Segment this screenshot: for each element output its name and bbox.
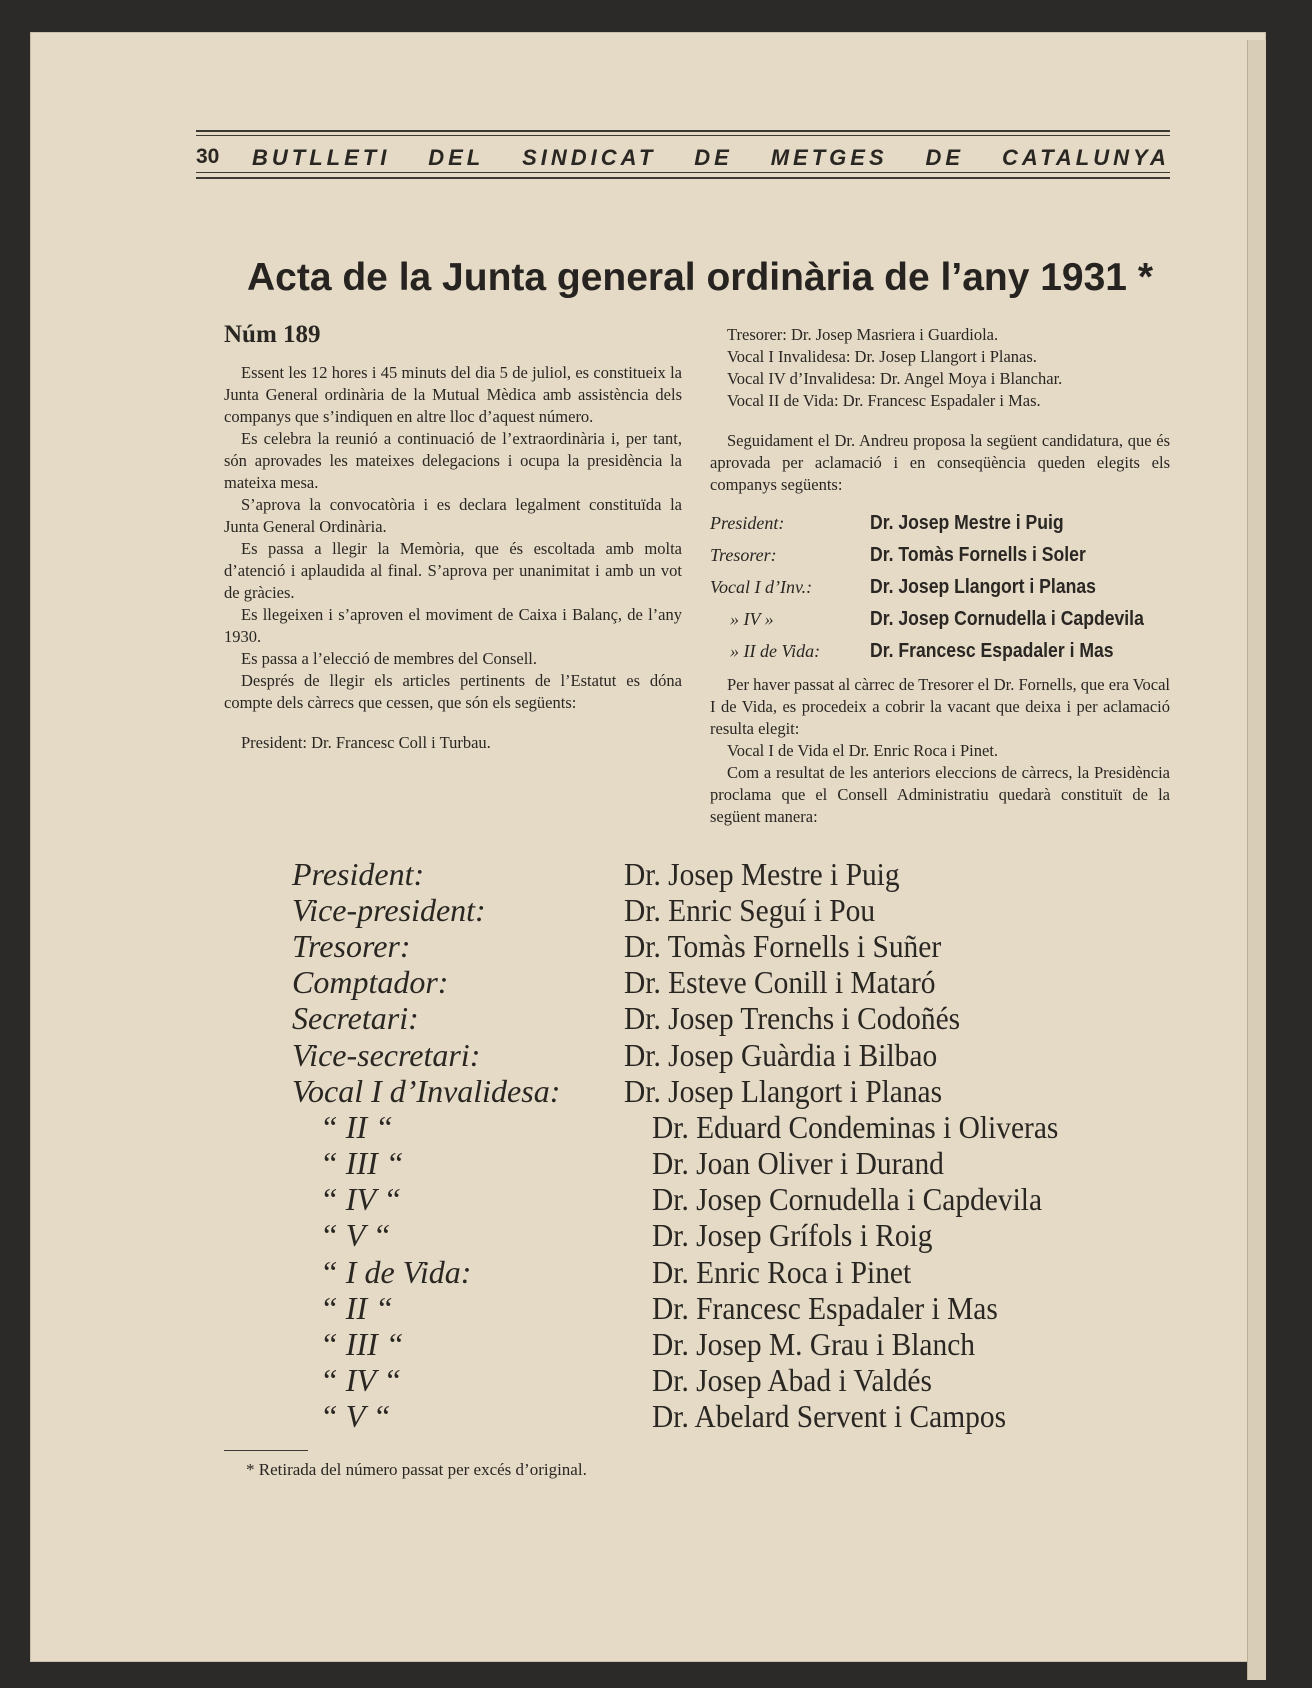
header-rule-bottom-thin [196, 172, 1170, 173]
header-rule-top [196, 130, 1170, 132]
council-member: Dr. Enric Roca i Pinet [652, 1253, 912, 1290]
council-member: Dr. Josep Abad i Valdés [652, 1362, 932, 1399]
council-role: Comptador: [292, 964, 449, 1001]
council-role: Tresorer: [292, 927, 411, 964]
proposal-paragraph: Seguidament el Dr. Andreu proposa la següent candidatura, que és aprovada per aclamació i en conseqüència queden elegits els companys següents: [710, 431, 1170, 494]
paragraph: Es celebra la reunió a continuació de l’extraordinària i, per tant, són aprovades les mateixes delegacions i ocupa la presidència la mateixa mesa. [224, 429, 682, 492]
paragraph: Es passa a llegir la Memòria, que és escoltada amb molta d’atenció i aplaudida al final. S’aprova per unanimitat i amb un vot de gràcies. [224, 539, 682, 602]
council-role: Secretari: [292, 1000, 419, 1037]
council-role: Vice-president: [292, 891, 486, 928]
closing-paragraph: Com a resultat de les anteriors eleccions de càrrecs, la Presidència proclama que el Consell Administratiu quedarà constituït de la següent manera: [710, 763, 1170, 826]
council-row [292, 928, 1172, 964]
council-member: Dr. Josep Mestre i Puig [624, 855, 900, 892]
paragraph: Es llegeixen i s’aproven el moviment de Caixa i Balanç, de l’any 1930. [224, 605, 682, 646]
running-title-word: DE [925, 145, 965, 170]
council-list [292, 856, 1172, 1435]
council-role: Vice-secretari: [292, 1036, 481, 1073]
ceasing-item: Vocal I Invalidesa: Dr. Josep Llangort i Planas. [727, 347, 1037, 366]
council-role: “ III “ [320, 1145, 404, 1182]
council-member: Dr. Josep M. Grau i Blanch [652, 1326, 975, 1363]
footnote: * Retirada del número passat per excés d’original. [246, 1460, 587, 1479]
candidate-name: Dr. Josep Cornudella i Capdevila [870, 608, 1144, 630]
council-row [292, 1218, 1172, 1254]
running-header [196, 140, 1170, 180]
council-member: Dr. Josep Grífols i Roig [652, 1217, 933, 1254]
council-row [292, 1290, 1172, 1326]
council-member: Dr. Abelard Servent i Campos [652, 1398, 1007, 1435]
elected-line: Vocal I de Vida el Dr. Enric Roca i Pinet. [727, 741, 999, 760]
council-role: President: [292, 855, 425, 892]
ceasing-item: Tresorer: Dr. Josep Masriera i Guardiola. [727, 325, 999, 344]
council-row [292, 1326, 1172, 1362]
spacer [710, 412, 1170, 430]
vacancy-paragraph: Per haver passat al càrrec de Tresorer el Dr. Fornells, que era Vocal I de Vida, es procedeix a cobrir la vacant que deixa i per aclamació resulta elegit: [710, 675, 1170, 738]
running-title-word: METGES [770, 145, 888, 170]
article-title: Acta de la Junta general ordinària de l’any 1931 * [246, 256, 1154, 299]
candidate-role: » IV » [730, 609, 774, 629]
running-title [252, 145, 1170, 171]
candidate-role: Tresorer: [710, 545, 777, 565]
candidate-name: Dr. Josep Llangort i Planas [870, 576, 1096, 598]
council-member: Dr. Joan Oliver i Durand [652, 1145, 944, 1182]
page-number: 30 [196, 145, 220, 168]
council-row [292, 1399, 1172, 1435]
footnote-rule [224, 1450, 308, 1451]
running-title-word: BUTLLETI [252, 145, 391, 170]
candidates-list [710, 510, 1170, 664]
council-row [292, 1001, 1172, 1037]
council-role: “ II “ [320, 1108, 393, 1145]
council-row [292, 856, 1172, 892]
header-rule-top-thin [196, 135, 1170, 136]
council-member: Dr. Josep Guàrdia i Bilbao [624, 1036, 938, 1073]
council-row [292, 892, 1172, 928]
council-row [292, 1037, 1172, 1073]
council-role: “ V “ [320, 1217, 391, 1254]
council-role: “ II “ [320, 1289, 393, 1326]
running-title-word: DEL [428, 145, 485, 170]
paragraph: S’aprova la convocatòria i es declara legalment constituïda la Junta General Ordinària. [224, 495, 682, 536]
candidate-name: Dr. Josep Mestre i Puig [870, 512, 1064, 534]
running-title-word: SINDICAT [522, 145, 657, 170]
council-member: Dr. Josep Cornudella i Capdevila [652, 1181, 1043, 1218]
council-row [292, 1182, 1172, 1218]
issue-number: Núm 189 [224, 321, 321, 348]
ceasing-item: Vocal II de Vida: Dr. Francesc Espadaler i Mas. [727, 391, 1041, 410]
council-row [292, 1254, 1172, 1290]
council-role: “ V “ [320, 1398, 391, 1435]
candidate-role: Vocal I d’Inv.: [710, 577, 813, 597]
council-member: Dr. Francesc Espadaler i Mas [652, 1289, 998, 1326]
council-member: Dr. Josep Llangort i Planas [624, 1072, 943, 1109]
council-member: Dr. Eduard Condeminas i Oliveras [652, 1108, 1059, 1145]
council-role: “ IV “ [320, 1362, 402, 1399]
paragraph: Després de llegir els articles pertinents de l’Estatut es dóna compte dels càrrecs que cessen, que són els següents: [224, 671, 682, 712]
paragraph: Es passa a l’elecció de membres del Consell. [241, 649, 537, 668]
running-title-word: DE [694, 145, 733, 170]
candidate-role: President: [710, 513, 785, 533]
page-edge [1247, 40, 1266, 1680]
council-row [292, 1109, 1172, 1145]
spacer [224, 714, 682, 732]
council-member: Dr. Enric Seguí i Pou [624, 891, 876, 928]
council-role: “ IV “ [320, 1181, 402, 1218]
council-row [292, 1146, 1172, 1182]
paragraph: Essent les 12 hores i 45 minuts del dia 5 de juliol, es constitueix la Junta General ordinària de la Mutual Mèdica amb assistència dels companys que s’indiquen en altre lloc d’aquest número. [224, 363, 682, 426]
council-row [292, 1363, 1172, 1399]
right-column [710, 324, 1170, 828]
council-role: Vocal I d’Invalidesa: [292, 1072, 561, 1109]
council-row [292, 965, 1172, 1001]
council-role: “ I de Vida: [320, 1253, 472, 1290]
council-member: Dr. Tomàs Fornells i Suñer [624, 927, 942, 964]
ceasing-item: Vocal IV d’Invalidesa: Dr. Angel Moya i Blanchar. [727, 369, 1063, 388]
council-member: Dr. Josep Trenchs i Codoñés [624, 1000, 961, 1037]
header-rule-bottom [196, 177, 1170, 179]
left-column [224, 320, 682, 754]
ceasing-president: President: Dr. Francesc Coll i Turbau. [241, 733, 491, 752]
candidate-name: Dr. Francesc Espadaler i Mas [870, 640, 1114, 662]
running-title-word: CATALUNYA [1001, 145, 1170, 170]
council-member: Dr. Esteve Conill i Mataró [624, 964, 936, 1001]
council-row [292, 1073, 1172, 1109]
council-role: “ III “ [320, 1326, 404, 1363]
candidate-role: » II de Vida: [730, 641, 821, 661]
candidate-name: Dr. Tomàs Fornells i Soler [870, 544, 1086, 566]
